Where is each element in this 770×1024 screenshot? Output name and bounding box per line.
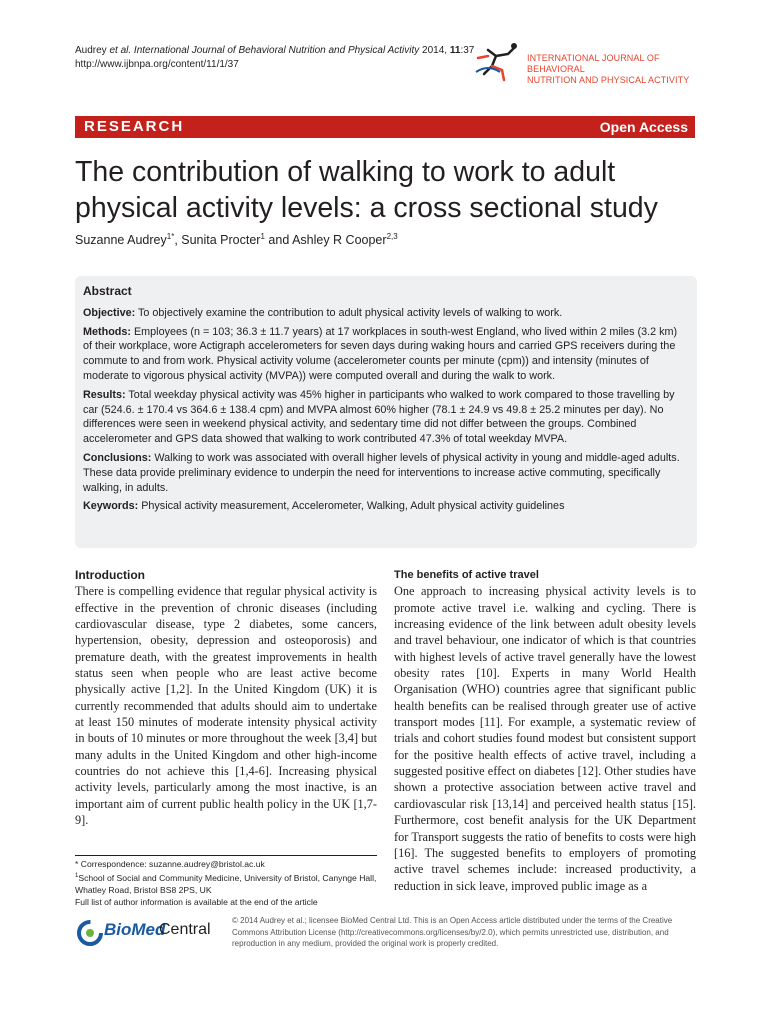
header-author: Audrey	[75, 45, 107, 56]
affiliation-note: $^1$School of Social and Community Medicine, University of Bristol, Canynge Hall, Whatley Road, Bristol BS8 2PS, UK	[75, 872, 377, 895]
publisher-name-bio: BioMed	[104, 920, 166, 939]
header-journal: International Journal of Behavioral Nutrition and Physical Activity	[131, 45, 420, 56]
body-paragraph: One approach to increasing physical activity levels is to promote active travel i.e. walking and cycling. There is increasing evidence of the link between adult obesity levels and travel behaviour, one indicator of which is that countries with highest levels of active travel generally have the lowest obesity rates [10]. Experts in many World Health Organisation (WHO) countries agree that significant public health benefits can be realised through greater use of active transport modes [11]. For example, a systematic review of trials and cohort studies found modest but consistent support for the positive health effects of active travel, including a suggested positive effect on diabetes [12]. Other studies have shown a protective association between active travel and cardiovascular risk [13,14] and perceived health status [15]. Furthermore, cost benefit analysis for the UK Department for Transport suggests the ratio of benefits to costs were high [16]. The suggested benefits to employers of promoting active travel schemes include: increased productivity, a reduction in sick leave, improved public image as a	[394, 584, 696, 893]
license-text: © 2014 Audrey et al.; licensee BioMed Central Ltd. This is an Open Access article distributed under the terms of the Creative Commons Attribution License (http://creativecommons.org/licenses/by/2.0), which permits unrestricted use, distribution, and reproduction in any medium, provided the original work is properly credited.	[232, 916, 673, 948]
article-type-label: RESEARCH	[84, 118, 185, 135]
header-etal: et al.	[106, 45, 132, 56]
biomed-central-logo-icon	[75, 918, 105, 948]
body-column-right	[394, 567, 696, 894]
body-paragraph: There is compelling evidence that regular physical activity is effective in the prevention of chronic diseases (including cardiovascular disease, type 2 diabetes, some cancers, hypertension, obesity, depression and osteoporosis) and premature death, with the greatest improvements in health status seen when people who are least active become physically active [1,2]. In the United Kingdom (UK) it is currently recommended that adults should aim to undertake at least 150 minutes of moderate intensity physical activity in bouts of 10 minutes or more throughout the week [3,4] but many adults in the United Kingdom and other high-income countries do not achieve this [1,4-6]. Increasing physical activity levels, particularly among the most inactive, is an important aim of current public health policy in the UK [1,7-9].	[75, 584, 377, 828]
publisher-name-central: Central	[159, 921, 211, 938]
author-name: Ashley R Cooper	[292, 233, 387, 248]
author-name: Sunita Procter	[181, 233, 261, 248]
journal-name: INTERNATIONAL JOURNAL OF BEHAVIORAL NUTRITION AND PHYSICAL ACTIVITY	[527, 53, 690, 85]
abstract-conclusions: Conclusions: Walking to work was associated with overall higher levels of physical activity in young and middle-aged adults. These data provide preliminary evidence to underpin the need for interventions to increase active commuting, specifically walking, in adults.	[83, 451, 680, 494]
abstract-objective: Objective: To objectively examine the contribution to adult physical activity levels of walking to work.	[83, 306, 563, 319]
section-heading: Introduction	[75, 568, 145, 582]
footnotes	[75, 858, 377, 908]
abstract-results: Results: Total weekday physical activity was 45% higher in participants who walked to work compared to those travelling by car (524.6. ± 170.4 vs 364.6 ± 138.4 cpm) and MVPA almost 60% higher (78.1 ± 24.9 vs 49.8 ± 25.2 minutes per day). No differences were seen in weekend physical activity, and sedentary time did not differ between the groups. Combined accelerometer and GPS data showed that walking to work contributed 47.3% of total weekday MVPA.	[83, 388, 675, 446]
author-affiliation: 1	[260, 232, 265, 241]
correspondence-note: * Correspondence: suzanne.audrey@bristol.ac.uk	[75, 859, 265, 869]
body-column-left	[75, 567, 377, 829]
author-name: Suzanne Audrey	[75, 233, 167, 248]
subsection-heading: The benefits of active travel	[394, 569, 539, 581]
author-affiliation: 2,3	[386, 232, 398, 241]
author-affiliation: 1*	[166, 232, 175, 241]
open-access-label: Open Access	[599, 119, 688, 135]
author-info-note: Full list of author information is available at the end of the article	[75, 896, 318, 907]
header-year: 2014,	[419, 45, 450, 56]
article-title: The contribution of walking to work to adult physical activity levels: a cross sectional study	[75, 156, 658, 224]
footnote-divider	[75, 855, 377, 856]
abstract-heading: Abstract	[83, 284, 132, 298]
header-article: :37	[460, 45, 475, 56]
running-header-citation	[75, 44, 475, 72]
author-list: Suzanne Audrey$^{1*}$, Sunita Procter$^1$ and Ashley R Cooper$^{2,3}$	[75, 232, 398, 248]
article-type-bar	[75, 116, 695, 138]
abstract-keywords: Keywords: Physical activity measurement, Accelerometer, Walking, Adult physical activity guidelines	[83, 500, 565, 513]
abstract-methods: Methods: Employees (n = 103; 36.3 ± 11.7 years) at 17 workplaces in south-west England, who lived within 2 miles (3.2 km) of their workplace, wore Actigraph accelerometers for seven days during waking hours and carried GPS receivers during the commute to and from work. Physical activity volume (accelerometer counts per minute (cpm)) and intensity (minutes of moderate to vigorous physical activity (MVPA)) were computed overall and during the walk to work.	[83, 325, 678, 382]
header-volume: 11	[449, 45, 461, 56]
abstract-box	[75, 276, 697, 548]
header-url[interactable]: http://www.ijbnpa.org/content/11/1/37	[75, 59, 239, 70]
